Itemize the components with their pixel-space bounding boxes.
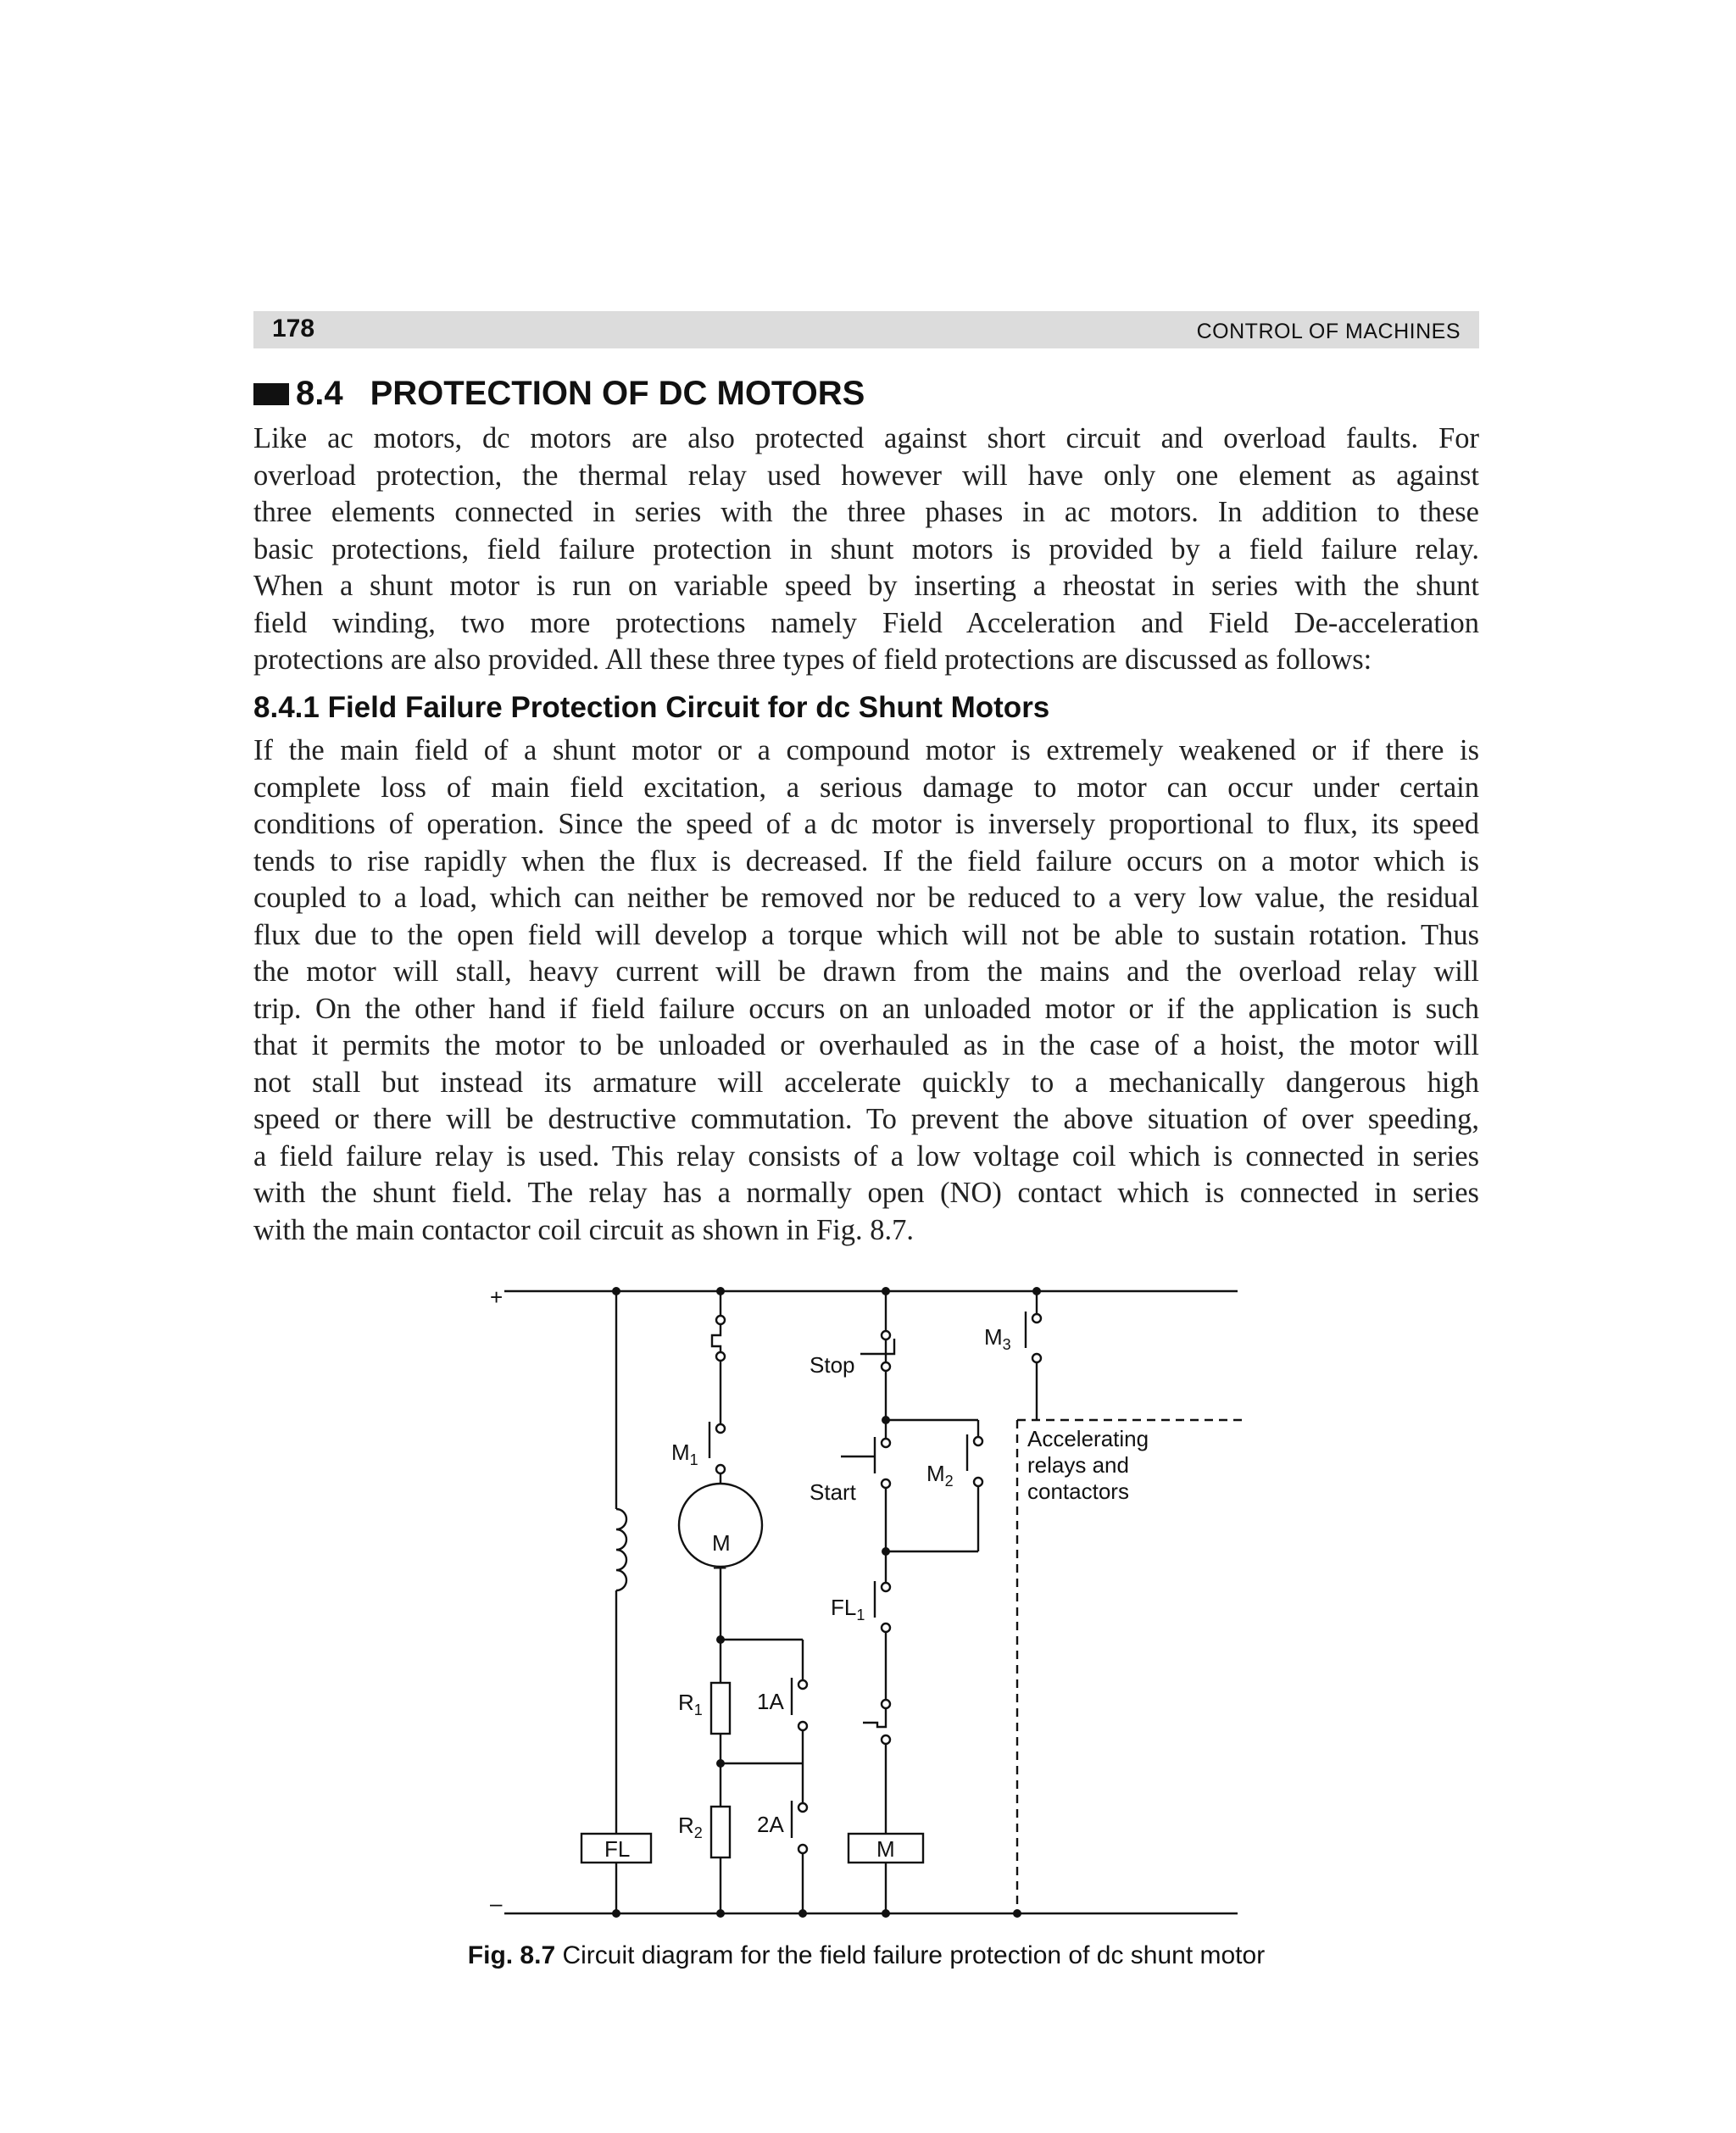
r1-resistor-icon bbox=[711, 1683, 730, 1734]
caption-text: Circuit diagram for the field failure protection of dc shunt motor bbox=[555, 1941, 1266, 1969]
subsection-heading: 8.4.1 Field Failure Protection Circuit for dc Shunt Motors bbox=[253, 691, 1050, 724]
text-line: overload protection, the thermal relay used however will have only one element as against bbox=[253, 459, 1479, 492]
accel-label-line3: contactors bbox=[1027, 1479, 1129, 1504]
text-line: three elements connected in series with the three phases in ac motors. In addition to these bbox=[253, 496, 1479, 528]
running-head: CONTROL OF MACHINES bbox=[1196, 320, 1461, 343]
start-button-icon bbox=[841, 1437, 875, 1473]
accel-label-line2: relays and bbox=[1027, 1452, 1129, 1478]
fl-relay-coil-label: FL bbox=[604, 1836, 631, 1862]
text-line: with the shunt field. The relay has a normally open (NO) contact which is connected in series bbox=[253, 1177, 1479, 1209]
page-number: 178 bbox=[272, 315, 315, 343]
contact-2a-label: 2A bbox=[757, 1812, 784, 1837]
minus-label: – bbox=[490, 1891, 503, 1916]
section-title: PROTECTION OF DC MOTORS bbox=[370, 375, 865, 412]
motor-label: M bbox=[712, 1530, 731, 1556]
m2-label: $M_2$ bbox=[926, 1461, 954, 1490]
text-line: not stall but instead its armature will accelerate quickly to a mechanically dangerous high bbox=[253, 1066, 1479, 1099]
text-line: that it permits the motor to be unloaded or overhauled as in the case of a hoist, the motor will bbox=[253, 1029, 1479, 1061]
text-line: tends to rise rapidly when the flux is decreased. If the field failure occurs on a motor which is bbox=[253, 844, 1479, 877]
field-coil-icon bbox=[616, 1509, 626, 1590]
section-marker bbox=[253, 383, 289, 405]
r2-resistor-icon bbox=[711, 1807, 730, 1857]
text-line: coupled to a load, which can neither be removed nor be reduced to a very low value, the residual bbox=[253, 882, 1479, 914]
text-line: a field failure relay is used. This relay consists of a low voltage coil which is connected in series bbox=[253, 1139, 1479, 1172]
text-line: Like ac motors, dc motors are also protected against short circuit and overload faults. For bbox=[253, 422, 1479, 454]
text-line: protections are also provided. All these three types of field protections are discussed as follows: bbox=[253, 643, 1372, 676]
field-failure-paragraph bbox=[253, 732, 1479, 1249]
shunt-field-branch bbox=[581, 1291, 651, 1913]
page-header bbox=[253, 311, 1479, 348]
text-line: conditions of operation. Since the speed of a dc motor is inversely proportional to flux, its speed bbox=[253, 808, 1479, 840]
stop-button-icon bbox=[860, 1339, 894, 1354]
contact-1a-label: 1A bbox=[757, 1689, 784, 1714]
text-line: speed or there will be destructive commutation. To prevent the above situation of over speeding, bbox=[253, 1103, 1479, 1135]
motor-dash-label: – bbox=[714, 1553, 726, 1579]
section-heading bbox=[253, 375, 865, 413]
text-line: field winding, two more protections namely Field Acceleration and Field De-acceleration bbox=[253, 606, 1479, 639]
overload-trip-contact-icon bbox=[863, 1708, 886, 1727]
caption-label: Fig. 8.7 bbox=[467, 1941, 556, 1969]
text-line: with the main contactor coil circuit as shown in Fig. 8.7. bbox=[253, 1213, 914, 1246]
m3-branch bbox=[1026, 1291, 1041, 1420]
start-label: Start bbox=[810, 1479, 856, 1505]
text-line: When a shunt motor is run on variable speed by inserting a rheostat in series with the shunt bbox=[253, 570, 1479, 602]
text-line: complete loss of main field excitation, a serious damage to motor can occur under certain bbox=[253, 771, 1479, 804]
m1-label: $M_1$ bbox=[671, 1440, 698, 1468]
m3-label: $M_3$ bbox=[984, 1324, 1011, 1353]
r2-label: $R_2$ bbox=[678, 1813, 703, 1841]
circuit-diagram bbox=[475, 1267, 1255, 1946]
plus-label: + bbox=[490, 1284, 504, 1310]
intro-paragraph bbox=[253, 420, 1479, 679]
figure-caption bbox=[253, 1941, 1479, 1970]
text-line: trip. On the other hand if field failure occurs on an unloaded motor or if the application is such bbox=[253, 992, 1479, 1025]
text-line: the motor will stall, heavy current will be drawn from the mains and the overload relay will bbox=[253, 955, 1479, 988]
fl1-label: $FL_1$ bbox=[831, 1595, 865, 1623]
text-line: If the main field of a shunt motor or a compound motor is extremely weakened or if there is bbox=[253, 734, 1479, 766]
r1-label: $R_1$ bbox=[678, 1690, 703, 1718]
section-number: 8.4 bbox=[296, 375, 343, 412]
text-line: basic protections, field failure protection in shunt motors is provided by a field failure relay. bbox=[253, 532, 1479, 565]
stop-label: Stop bbox=[810, 1352, 855, 1378]
overload-contact-icon bbox=[712, 1324, 721, 1352]
accel-label-line1: Accelerating bbox=[1027, 1426, 1149, 1451]
text-line: flux due to the open field will develop a torque which will not be able to sustain rotation. Thus bbox=[253, 918, 1479, 951]
junction-dots bbox=[612, 1287, 1041, 1918]
main-contactor-coil-label: M bbox=[876, 1836, 895, 1862]
